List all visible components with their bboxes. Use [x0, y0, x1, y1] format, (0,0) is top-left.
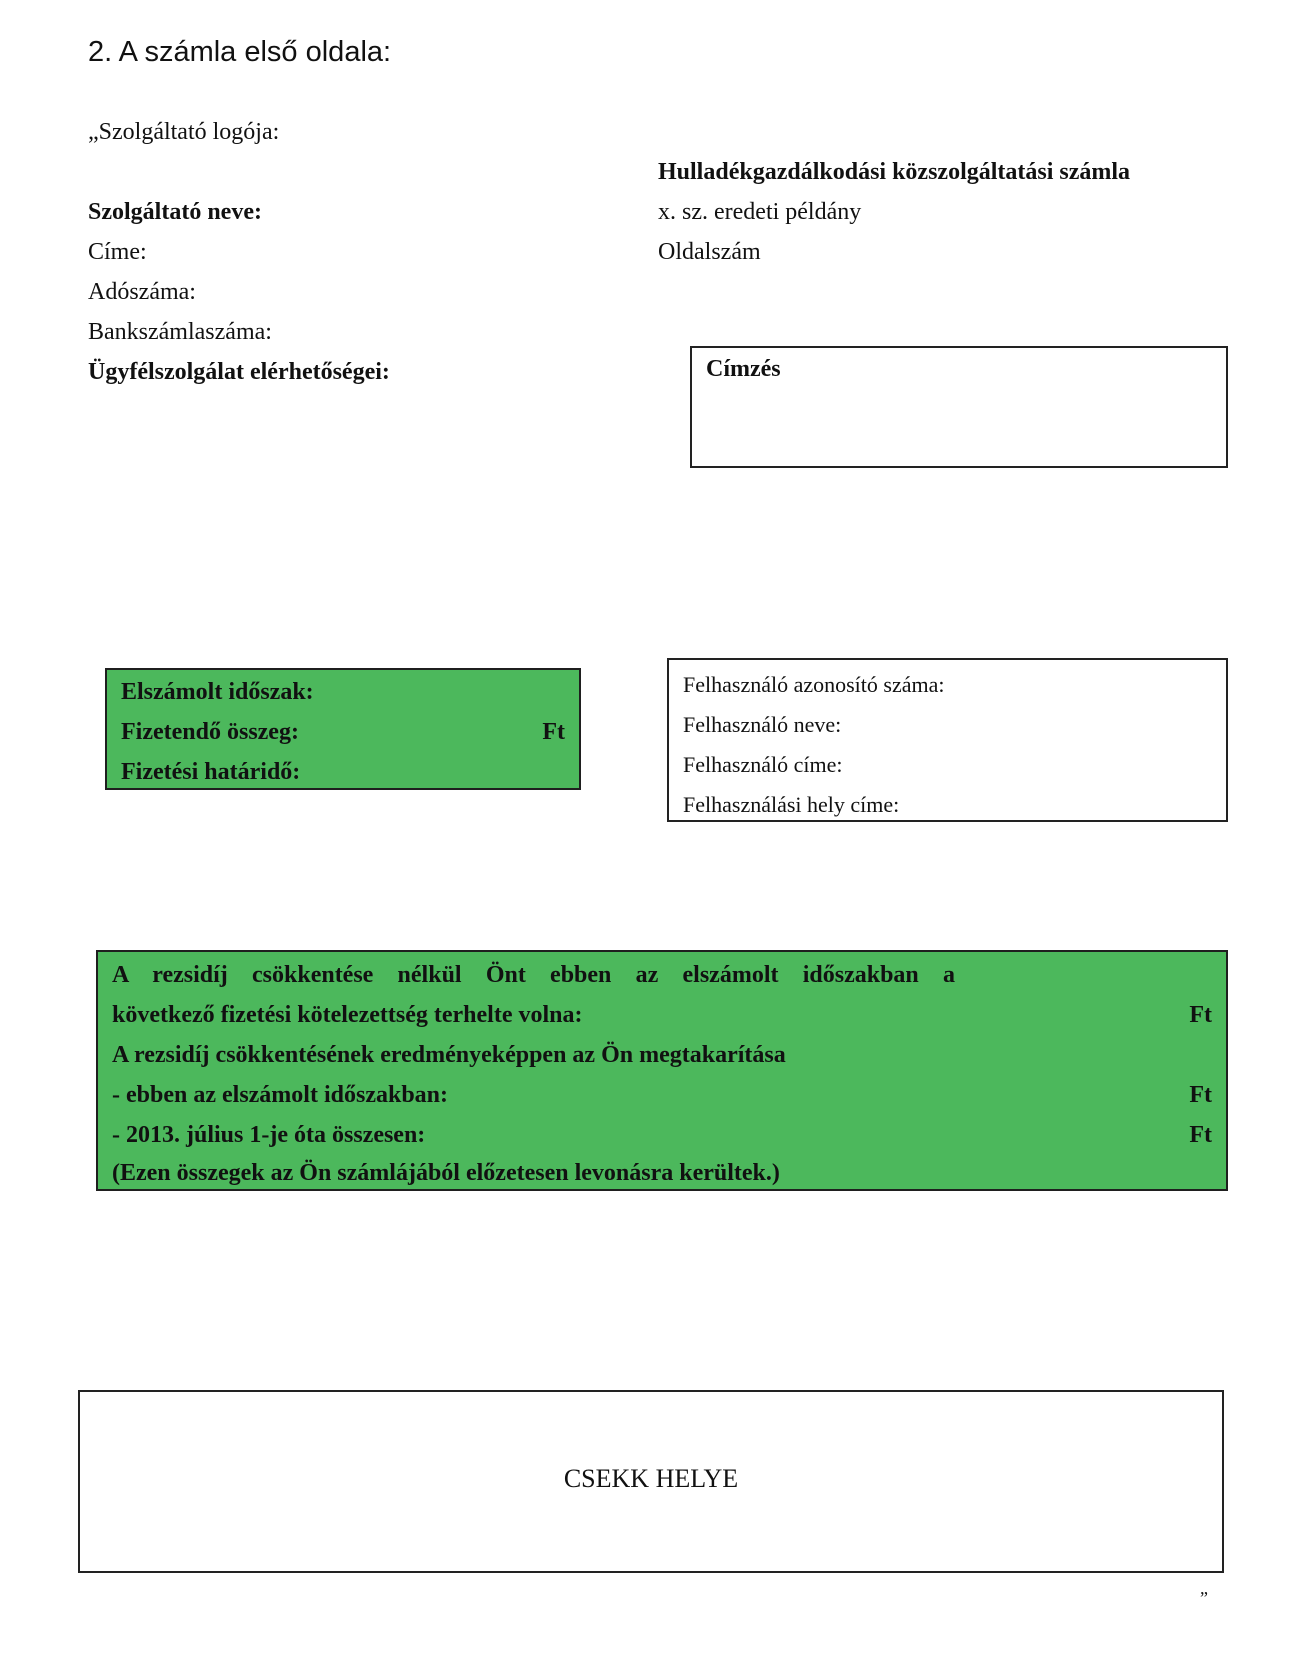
page-heading: 2. A számla első oldala: — [88, 36, 392, 68]
savings-line-1: A rezsidíj csökkentése nélkül Önt ebben az elszámolt időszakban a — [112, 962, 955, 988]
provider-support-label: Ügyfélszolgálat elérhetőségei: — [88, 359, 390, 385]
savings-line-4-unit: Ft — [1189, 1082, 1212, 1108]
check-label: CSEKK HELYE — [563, 1464, 739, 1493]
savings-line-4: - ebben az elszámolt időszakban: — [112, 1082, 448, 1108]
deadline-label: Fizetési határidő: — [121, 759, 301, 785]
savings-line-3: A rezsidíj csökkentésének eredményeképpen az Ön megtakarítása — [112, 1042, 786, 1068]
savings-line-2-unit: Ft — [1189, 1002, 1212, 1028]
invoice-title: Hulladékgazdálkodási közszolgáltatási számla — [658, 159, 1131, 185]
savings-box — [96, 950, 1228, 1191]
provider-logo-label: „Szolgáltató logója: — [88, 119, 280, 145]
user-name-label: Felhasználó neve: — [683, 712, 842, 737]
period-label: Elszámolt időszak: — [121, 679, 314, 705]
user-info-box — [667, 658, 1228, 822]
provider-name-label: Szolgáltató neve: — [88, 199, 262, 225]
savings-line-5: - 2013. július 1-je óta összesen: — [112, 1122, 426, 1148]
amount-label: Fizetendő összeg: — [121, 719, 299, 745]
savings-line-5-unit: Ft — [1189, 1122, 1212, 1148]
provider-tax-label: Adószáma: — [88, 279, 196, 305]
payment-summary-box — [105, 668, 581, 790]
user-address-label: Felhasználó címe: — [683, 752, 843, 777]
user-site-label: Felhasználási hely címe: — [683, 792, 900, 817]
addressee-box — [690, 346, 1228, 468]
invoice-page-label: Oldalszám — [658, 239, 761, 265]
amount-unit: Ft — [542, 719, 565, 745]
savings-line-6: (Ezen összegek az Ön számlájából előzetesen levonásra kerültek.) — [112, 1160, 780, 1186]
provider-bank-label: Bankszámlaszáma: — [88, 319, 272, 345]
addressee-label: Címzés — [706, 356, 781, 382]
user-id-label: Felhasználó azonosító száma: — [683, 672, 945, 697]
provider-address-label: Címe: — [88, 239, 147, 265]
savings-line-2: következő fizetési kötelezettség terhelte volna: — [112, 1002, 583, 1028]
closing-quote: ” — [1200, 1588, 1208, 1608]
invoice-copy-label: x. sz. eredeti példány — [658, 199, 862, 225]
check-placeholder-box — [78, 1390, 1224, 1573]
